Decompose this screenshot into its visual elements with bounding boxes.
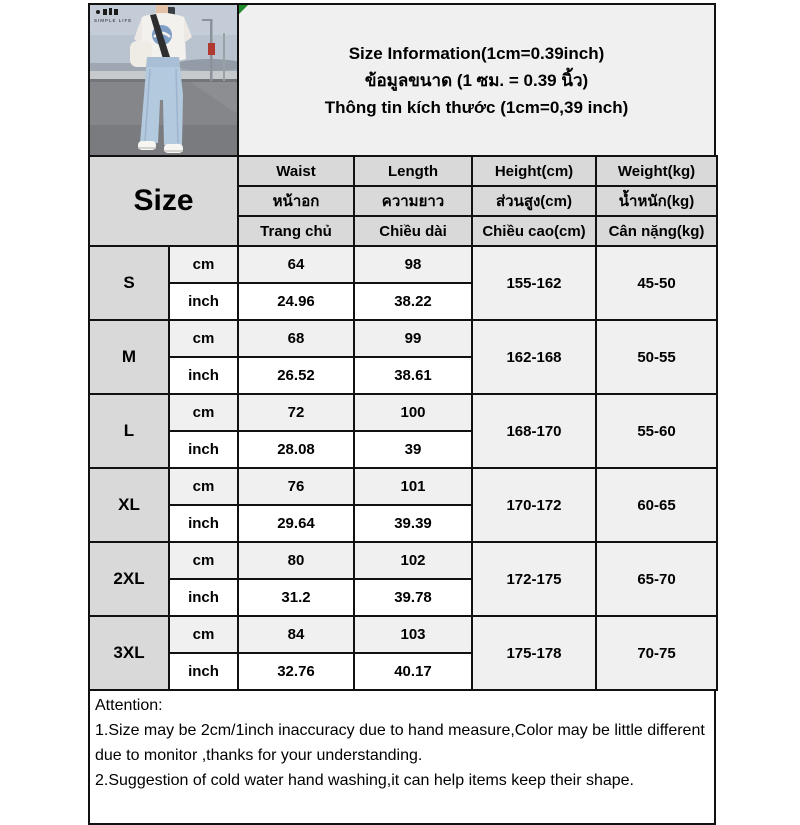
title-en: Size Information(1cm=0.39inch) (348, 43, 605, 63)
weight-value: 45-50 (596, 246, 717, 320)
unit-cm-label: cm (169, 246, 238, 283)
length-inch-value: 38.61 (354, 357, 472, 394)
size-cell: 2XL (89, 542, 169, 616)
length-cm-value: 100 (354, 394, 472, 431)
weight-value: 65-70 (596, 542, 717, 616)
height-value: 155-162 (472, 246, 596, 320)
unit-inch-label: inch (169, 653, 238, 690)
waist-inch-value: 26.52 (238, 357, 354, 394)
weight-value: 70-75 (596, 616, 717, 690)
col-height-th: ส่วนสูง(cm) (472, 186, 596, 216)
col-length-vi: Chiều dài (354, 216, 472, 246)
unit-inch-label: inch (169, 505, 238, 542)
waist-cm-value: 64 (238, 246, 354, 283)
height-value: 170-172 (472, 468, 596, 542)
product-photo-illustration (90, 5, 239, 155)
height-value: 172-175 (472, 542, 596, 616)
svg-text:SIMPLE LIFE: SIMPLE LIFE (94, 18, 133, 23)
length-inch-value: 38.22 (354, 283, 472, 320)
length-cm-value: 99 (354, 320, 472, 357)
length-cm-value: 101 (354, 468, 472, 505)
size-cell: S (89, 246, 169, 320)
table-row (89, 394, 717, 431)
attention-line-2: 2.Suggestion of cold water hand washing,it can help items keep their shape. (95, 772, 634, 789)
unit-inch-label: inch (169, 431, 238, 468)
title-th: ข้อมูลขนาด (1 ซม. = 0.39 นิ้ว) (364, 70, 589, 90)
size-cell: M (89, 320, 169, 394)
weight-value: 60-65 (596, 468, 717, 542)
waist-cm-value: 84 (238, 616, 354, 653)
product-photo (90, 5, 239, 155)
col-height-en: Height(cm) (472, 156, 596, 186)
waist-cm-value: 80 (238, 542, 354, 579)
length-inch-value: 40.17 (354, 653, 472, 690)
waist-inch-value: 28.08 (238, 431, 354, 468)
cell-corner-flag-icon (239, 5, 248, 14)
length-cm-value: 102 (354, 542, 472, 579)
length-cm-value: 98 (354, 246, 472, 283)
height-value: 168-170 (472, 394, 596, 468)
height-value: 175-178 (472, 616, 596, 690)
col-length-th: ความยาว (354, 186, 472, 216)
size-cell: 3XL (89, 616, 169, 690)
waist-cm-value: 76 (238, 468, 354, 505)
length-cm-value: 103 (354, 616, 472, 653)
attention-note (88, 689, 716, 825)
unit-cm-label: cm (169, 320, 238, 357)
unit-inch-label: inch (169, 283, 238, 320)
length-inch-value: 39.78 (354, 579, 472, 616)
table-row (89, 468, 717, 505)
weight-value: 50-55 (596, 320, 717, 394)
col-weight-en: Weight(kg) (596, 156, 717, 186)
table-row (89, 320, 717, 357)
size-header-cell: Size (89, 156, 238, 246)
height-value: 162-168 (472, 320, 596, 394)
table-row (89, 542, 717, 579)
col-length-en: Length (354, 156, 472, 186)
waist-inch-value: 32.76 (238, 653, 354, 690)
waist-inch-value: 29.64 (238, 505, 354, 542)
waist-inch-value: 24.96 (238, 283, 354, 320)
size-table (88, 155, 718, 691)
col-waist-vi: Trang chủ (238, 216, 354, 246)
col-waist-en: Waist (238, 156, 354, 186)
top-row (88, 3, 716, 155)
size-chart-sheet (88, 3, 716, 825)
unit-inch-label: inch (169, 579, 238, 616)
waist-cm-value: 72 (238, 394, 354, 431)
unit-cm-label: cm (169, 394, 238, 431)
col-weight-th: น้ำหนัก(kg) (596, 186, 717, 216)
attention-line-1: 1.Size may be 2cm/1inch inaccuracy due to hand measure,Color may be little different due to monitor ,thanks for your understanding. (95, 722, 705, 764)
title-vi: Thông tin kích thước (1cm=0,39 inch) (324, 97, 629, 117)
length-inch-value: 39.39 (354, 505, 472, 542)
unit-cm-label: cm (169, 468, 238, 505)
header-row-en (89, 156, 717, 186)
length-inch-value: 39 (354, 431, 472, 468)
unit-cm-label: cm (169, 616, 238, 653)
title-box (239, 5, 714, 155)
size-cell: XL (89, 468, 169, 542)
col-weight-vi: Cân nặng(kg) (596, 216, 717, 246)
unit-cm-label: cm (169, 542, 238, 579)
table-row (89, 616, 717, 653)
col-waist-th: หน้าอก (238, 186, 354, 216)
size-cell: L (89, 394, 169, 468)
col-height-vi: Chiều cao(cm) (472, 216, 596, 246)
weight-value: 55-60 (596, 394, 717, 468)
attention-heading: Attention: (95, 697, 163, 714)
waist-inch-value: 31.2 (238, 579, 354, 616)
table-row (89, 246, 717, 283)
waist-cm-value: 68 (238, 320, 354, 357)
unit-inch-label: inch (169, 357, 238, 394)
